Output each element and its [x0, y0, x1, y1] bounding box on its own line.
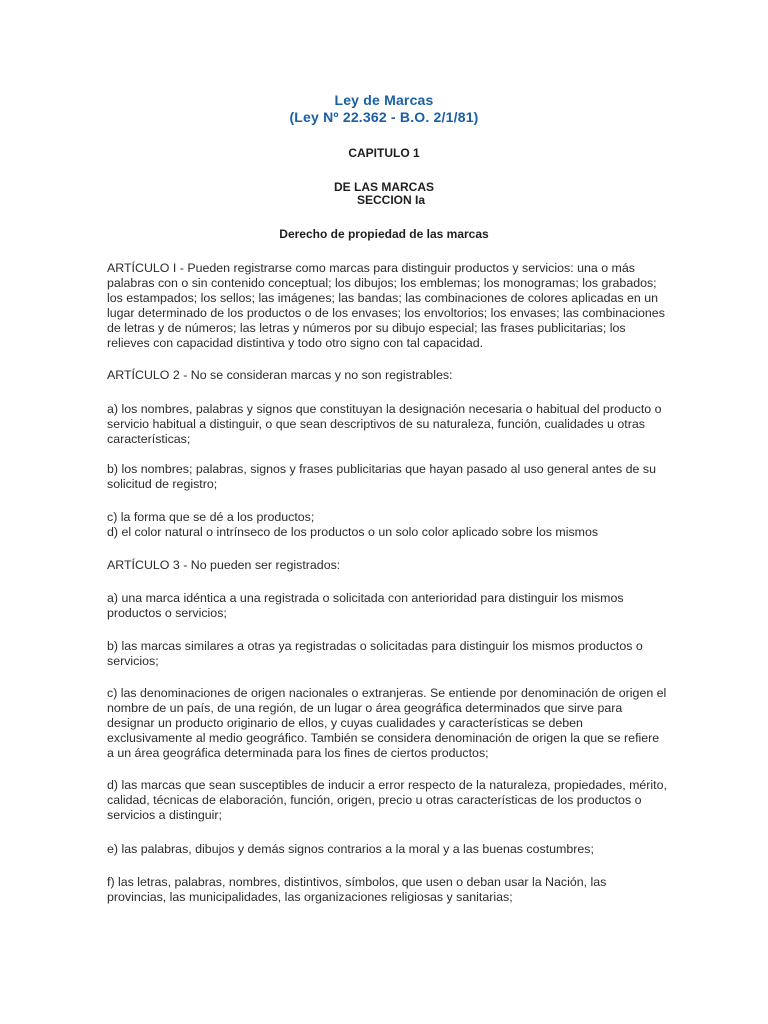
article-3-item-d: [107, 778, 667, 823]
document-title: Ley de Marcas: [334, 92, 434, 108]
chapter-title: DE LAS MARCAS: [333, 180, 434, 194]
list-item: a) una marca idéntica a una registrada o solicitada con anterioridad para distinguir los mismos productos o servicios;: [107, 591, 624, 620]
list-item: a) los nombres, palabras y signos que constituyan la designación necesaria o habitual del producto o servicio habitual a distinguir, o que sean descriptivos de su naturaleza, función, cualidades u otras características;: [107, 402, 662, 446]
section-title: Derecho de propiedad de las marcas: [279, 227, 489, 241]
article-2: [107, 368, 667, 383]
list-item: d) el color natural o intrínseco de los productos o un solo color aplicado sobre los mismos: [107, 525, 599, 539]
article-2-item-a: [107, 402, 667, 447]
list-item: d) las marcas que sean susceptibles de inducir a error respecto de la naturaleza, propiedades, mérito, calidad, técnicas de elaboración, función, origen, precio u otras características de los productos o servicios a distinguir;: [107, 778, 667, 822]
list-item: c) la forma que se dé a los productos;: [107, 510, 315, 524]
article-2-items-c-d: [107, 510, 667, 540]
article-3-item-b: [107, 639, 667, 669]
article-3-item-c: [107, 686, 667, 761]
article-3-item-e: [107, 842, 667, 857]
article-2-heading: ARTÍCULO 2 - No se consideran marcas y no son registrables:: [107, 368, 453, 382]
list-item: e) las palabras, dibujos y demás signos contrarios a la moral y a las buenas costumbres;: [107, 842, 594, 856]
list-item: f) las letras, palabras, nombres, distintivos, símbolos, que usen o deban usar la Nación, las provincias, las municipalidades, las organizaciones religiosas y sanitarias;: [107, 875, 607, 904]
chapter-heading: CAPITULO 1: [348, 146, 420, 160]
article-2-item-b: [107, 462, 667, 492]
section-heading: SECCION Ia: [356, 193, 425, 207]
article-1-text: ARTÍCULO I - Pueden registrarse como marcas para distinguir productos y servicios: una o más palabras con o sin contenido conceptual; los dibujos; los emblemas; los monogramas; los grabados; los estampados; los sellos; las imágenes; las bandas; las combinaciones de colores aplicadas en un lugar determinado de los productos o de los envases; los envoltorios; los envases; las combinaciones de letras y de números; las letras y números por su dibujo especial; las frases publicitarias; los relieves con capacidad distintiva y todo otro signo con tal capacidad.: [107, 261, 665, 350]
article-3: [107, 558, 667, 573]
article-1: [107, 261, 667, 351]
document-subtitle: (Ley Nº 22.362 - B.O. 2/1/81): [289, 109, 479, 125]
article-3-item-f: [107, 875, 667, 905]
list-item: c) las denominaciones de origen nacionales o extranjeras. Se entiende por denominación de origen el nombre de un país, de una región, de un lugar o área geográfica determinados que sirve para designar un producto originario de ellos, y cuyas cualidades y características se deben exclusivamente al medio geográfico. También se considera denominación de origen la que se refiere a un área geográfica determinada para los fines de ciertos productos;: [107, 686, 667, 760]
list-item: b) los nombres; palabras, signos y frases publicitarias que hayan pasado al uso general antes de su solicitud de registro;: [107, 462, 656, 491]
title-block: [0, 92, 768, 126]
article-3-item-a: [107, 591, 667, 621]
list-item: b) las marcas similares a otras ya registradas o solicitadas para distinguir los mismos productos o servicios;: [107, 639, 643, 668]
article-3-heading: ARTÍCULO 3 - No pueden ser registrados:: [107, 558, 341, 572]
